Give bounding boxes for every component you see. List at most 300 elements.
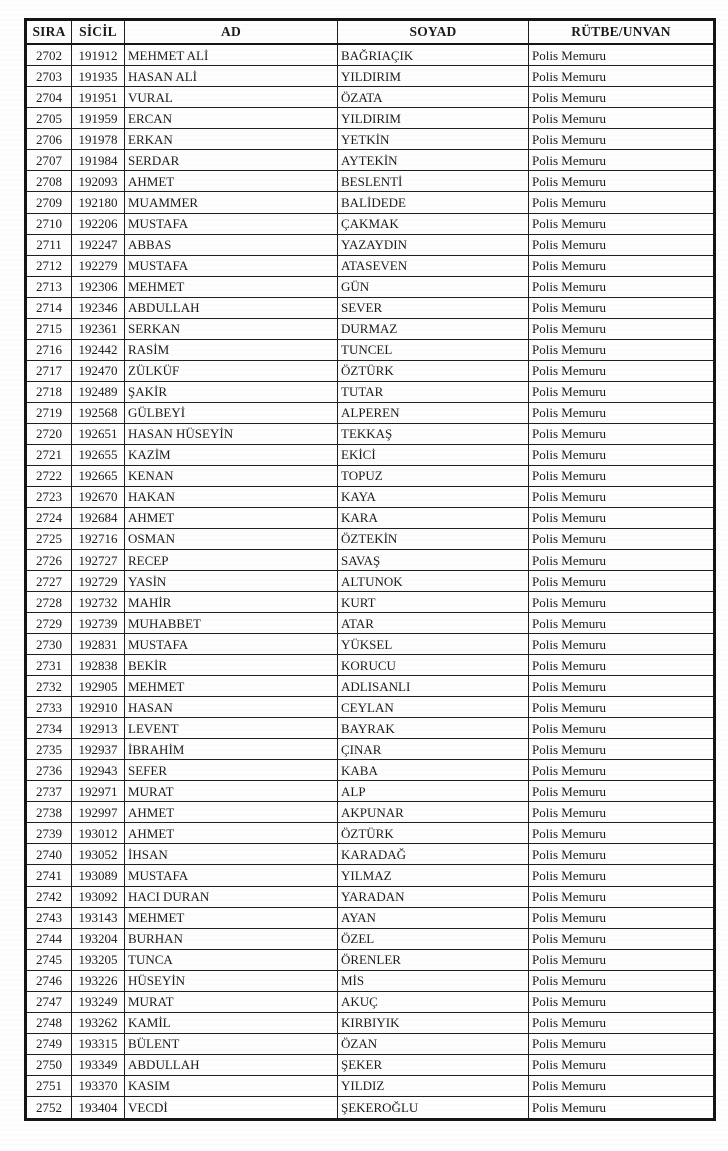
cell-rutbe: Polis Memuru (529, 1012, 715, 1033)
table-row (26, 865, 715, 886)
cell-sira: 2734 (26, 718, 72, 739)
cell-ad: KASIM (125, 1075, 338, 1096)
cell-ad: SERDAR (125, 150, 338, 171)
cell-ad: GÜLBEYİ (125, 402, 338, 423)
cell-ad: MUSTAFA (125, 255, 338, 276)
cell-soyad: ÇAKMAK (338, 213, 529, 234)
cell-sira: 2731 (26, 655, 72, 676)
cell-sicil: 192489 (72, 381, 125, 402)
cell-sicil: 192732 (72, 592, 125, 613)
cell-sicil: 193315 (72, 1033, 125, 1054)
header-row (26, 20, 715, 45)
cell-sira: 2706 (26, 129, 72, 150)
cell-ad: TUNCA (125, 949, 338, 970)
cell-sicil: 193012 (72, 823, 125, 844)
table-row (26, 739, 715, 760)
cell-ad: MUAMMER (125, 192, 338, 213)
cell-rutbe: Polis Memuru (529, 928, 715, 949)
cell-rutbe: Polis Memuru (529, 129, 715, 150)
cell-soyad: ÖZTÜRK (338, 823, 529, 844)
cell-sira: 2714 (26, 297, 72, 318)
cell-rutbe: Polis Memuru (529, 528, 715, 549)
cell-sicil: 192180 (72, 192, 125, 213)
cell-ad: SERKAN (125, 318, 338, 339)
cell-sira: 2740 (26, 844, 72, 865)
cell-sira: 2742 (26, 886, 72, 907)
cell-sicil: 192442 (72, 339, 125, 360)
cell-sicil: 191951 (72, 87, 125, 108)
cell-soyad: TUNCEL (338, 339, 529, 360)
cell-rutbe: Polis Memuru (529, 423, 715, 444)
cell-soyad: MİS (338, 970, 529, 991)
cell-ad: MUSTAFA (125, 634, 338, 655)
table-row (26, 381, 715, 402)
cell-soyad: ALTUNOK (338, 571, 529, 592)
cell-ad: HASAN (125, 697, 338, 718)
cell-sira: 2713 (26, 276, 72, 297)
table-row (26, 234, 715, 255)
cell-ad: OSMAN (125, 528, 338, 549)
cell-rutbe: Polis Memuru (529, 360, 715, 381)
cell-sira: 2719 (26, 402, 72, 423)
table-row (26, 886, 715, 907)
cell-rutbe: Polis Memuru (529, 213, 715, 234)
cell-ad: ABDULLAH (125, 1054, 338, 1075)
cell-sira: 2711 (26, 234, 72, 255)
cell-sicil: 193143 (72, 907, 125, 928)
cell-sira: 2705 (26, 108, 72, 129)
personnel-table (24, 18, 716, 1121)
table-row (26, 297, 715, 318)
table-row (26, 444, 715, 465)
cell-sira: 2703 (26, 66, 72, 87)
table-row (26, 465, 715, 486)
cell-ad: AHMET (125, 171, 338, 192)
cell-rutbe: Polis Memuru (529, 276, 715, 297)
cell-sira: 2748 (26, 1012, 72, 1033)
cell-rutbe: Polis Memuru (529, 234, 715, 255)
table-row (26, 66, 715, 87)
cell-sira: 2752 (26, 1096, 72, 1119)
cell-rutbe: Polis Memuru (529, 44, 715, 66)
table-row (26, 1075, 715, 1096)
table-row (26, 1096, 715, 1119)
cell-rutbe: Polis Memuru (529, 592, 715, 613)
cell-sicil: 192943 (72, 760, 125, 781)
cell-soyad: TEKKAŞ (338, 423, 529, 444)
column-header-sicil: SİCİL (72, 20, 125, 45)
cell-rutbe: Polis Memuru (529, 676, 715, 697)
cell-sira: 2744 (26, 928, 72, 949)
cell-ad: RECEP (125, 550, 338, 571)
cell-ad: HASAN ALİ (125, 66, 338, 87)
table-row (26, 507, 715, 528)
cell-ad: ZÜLKÜF (125, 360, 338, 381)
table-row (26, 213, 715, 234)
cell-sira: 2736 (26, 760, 72, 781)
cell-ad: HAKAN (125, 486, 338, 507)
cell-sira: 2732 (26, 676, 72, 697)
cell-rutbe: Polis Memuru (529, 318, 715, 339)
cell-sicil: 192831 (72, 634, 125, 655)
cell-sicil: 192739 (72, 613, 125, 634)
cell-soyad: ALPEREN (338, 402, 529, 423)
cell-soyad: ÖZATA (338, 87, 529, 108)
cell-sicil: 193089 (72, 865, 125, 886)
cell-soyad: KABA (338, 760, 529, 781)
table-row (26, 823, 715, 844)
cell-soyad: ŞEKER (338, 1054, 529, 1075)
cell-sicil: 193092 (72, 886, 125, 907)
cell-rutbe: Polis Memuru (529, 949, 715, 970)
cell-rutbe: Polis Memuru (529, 613, 715, 634)
cell-soyad: YILDIRIM (338, 108, 529, 129)
cell-sicil: 192361 (72, 318, 125, 339)
cell-sicil: 192346 (72, 297, 125, 318)
column-header-ad: AD (125, 20, 338, 45)
cell-rutbe: Polis Memuru (529, 991, 715, 1012)
cell-sicil: 193226 (72, 970, 125, 991)
cell-ad: SEFER (125, 760, 338, 781)
table-row (26, 402, 715, 423)
table-row (26, 87, 715, 108)
cell-sicil: 191912 (72, 44, 125, 66)
cell-rutbe: Polis Memuru (529, 339, 715, 360)
cell-sicil: 191978 (72, 129, 125, 150)
table-row (26, 318, 715, 339)
table-row (26, 697, 715, 718)
cell-ad: BÜLENT (125, 1033, 338, 1054)
cell-ad: MEHMET ALİ (125, 44, 338, 66)
cell-ad: ŞAKİR (125, 381, 338, 402)
cell-sira: 2751 (26, 1075, 72, 1096)
cell-soyad: AKPUNAR (338, 802, 529, 823)
cell-sicil: 192651 (72, 423, 125, 444)
cell-sira: 2712 (26, 255, 72, 276)
table-row (26, 781, 715, 802)
table-row (26, 108, 715, 129)
cell-sicil: 192997 (72, 802, 125, 823)
cell-sira: 2730 (26, 634, 72, 655)
table-row (26, 1033, 715, 1054)
cell-sicil: 192838 (72, 655, 125, 676)
cell-sira: 2723 (26, 486, 72, 507)
cell-soyad: AKUÇ (338, 991, 529, 1012)
cell-sira: 2709 (26, 192, 72, 213)
cell-sicil: 193052 (72, 844, 125, 865)
cell-sira: 2741 (26, 865, 72, 886)
table-row (26, 949, 715, 970)
cell-soyad: YÜKSEL (338, 634, 529, 655)
cell-sicil: 192971 (72, 781, 125, 802)
cell-sira: 2710 (26, 213, 72, 234)
cell-sicil: 191935 (72, 66, 125, 87)
cell-ad: VURAL (125, 87, 338, 108)
cell-sicil: 192206 (72, 213, 125, 234)
cell-ad: KAMİL (125, 1012, 338, 1033)
cell-sicil: 192670 (72, 486, 125, 507)
cell-soyad: AYTEKİN (338, 150, 529, 171)
table-row (26, 970, 715, 991)
table-row (26, 1012, 715, 1033)
cell-sira: 2707 (26, 150, 72, 171)
cell-rutbe: Polis Memuru (529, 697, 715, 718)
cell-ad: LEVENT (125, 718, 338, 739)
cell-sira: 2745 (26, 949, 72, 970)
cell-sira: 2737 (26, 781, 72, 802)
table-row (26, 571, 715, 592)
column-header-rutbe: RÜTBE/UNVAN (529, 20, 715, 45)
cell-soyad: BAYRAK (338, 718, 529, 739)
table-row (26, 44, 715, 66)
cell-ad: BURHAN (125, 928, 338, 949)
cell-soyad: ATAR (338, 613, 529, 634)
table-row (26, 907, 715, 928)
cell-ad: MUHABBET (125, 613, 338, 634)
cell-rutbe: Polis Memuru (529, 865, 715, 886)
cell-sira: 2704 (26, 87, 72, 108)
cell-soyad: ÖZAN (338, 1033, 529, 1054)
cell-ad: MEHMET (125, 276, 338, 297)
cell-sira: 2727 (26, 571, 72, 592)
table-row (26, 192, 715, 213)
table-row (26, 718, 715, 739)
cell-sira: 2743 (26, 907, 72, 928)
cell-ad: RASİM (125, 339, 338, 360)
cell-rutbe: Polis Memuru (529, 739, 715, 760)
cell-ad: MEHMET (125, 676, 338, 697)
table-row (26, 129, 715, 150)
table-row (26, 592, 715, 613)
cell-sira: 2726 (26, 550, 72, 571)
cell-soyad: ŞEKEROĞLU (338, 1096, 529, 1119)
cell-ad: ERKAN (125, 129, 338, 150)
cell-soyad: KARA (338, 507, 529, 528)
table-row (26, 802, 715, 823)
cell-ad: AHMET (125, 802, 338, 823)
cell-soyad: BESLENTİ (338, 171, 529, 192)
cell-rutbe: Polis Memuru (529, 507, 715, 528)
cell-sira: 2735 (26, 739, 72, 760)
cell-rutbe: Polis Memuru (529, 108, 715, 129)
personnel-table-container (24, 18, 713, 1121)
cell-sicil: 192470 (72, 360, 125, 381)
cell-rutbe: Polis Memuru (529, 297, 715, 318)
table-row (26, 1054, 715, 1075)
table-row (26, 613, 715, 634)
table-row (26, 360, 715, 381)
cell-ad: MURAT (125, 991, 338, 1012)
cell-soyad: ÇINAR (338, 739, 529, 760)
table-row (26, 276, 715, 297)
cell-ad: YASİN (125, 571, 338, 592)
cell-rutbe: Polis Memuru (529, 571, 715, 592)
cell-sicil: 192937 (72, 739, 125, 760)
cell-soyad: TOPUZ (338, 465, 529, 486)
cell-rutbe: Polis Memuru (529, 634, 715, 655)
cell-soyad: KORUCU (338, 655, 529, 676)
cell-sira: 2750 (26, 1054, 72, 1075)
table-header (26, 20, 715, 45)
cell-soyad: CEYLAN (338, 697, 529, 718)
cell-ad: BEKİR (125, 655, 338, 676)
cell-sicil: 191959 (72, 108, 125, 129)
cell-rutbe: Polis Memuru (529, 760, 715, 781)
cell-soyad: TUTAR (338, 381, 529, 402)
cell-sira: 2739 (26, 823, 72, 844)
cell-rutbe: Polis Memuru (529, 655, 715, 676)
table-row (26, 760, 715, 781)
cell-soyad: KARADAĞ (338, 844, 529, 865)
cell-rutbe: Polis Memuru (529, 171, 715, 192)
table-row (26, 676, 715, 697)
cell-soyad: YILMAZ (338, 865, 529, 886)
column-header-sira: SIRA (26, 20, 72, 45)
cell-ad: ABBAS (125, 234, 338, 255)
table-row (26, 528, 715, 549)
table-row (26, 339, 715, 360)
cell-rutbe: Polis Memuru (529, 1096, 715, 1119)
table-row (26, 634, 715, 655)
table-row (26, 655, 715, 676)
cell-sicil: 192655 (72, 444, 125, 465)
cell-ad: HASAN HÜSEYİN (125, 423, 338, 444)
cell-soyad: ATASEVEN (338, 255, 529, 276)
cell-soyad: AYAN (338, 907, 529, 928)
table-row (26, 255, 715, 276)
cell-rutbe: Polis Memuru (529, 381, 715, 402)
cell-ad: AHMET (125, 823, 338, 844)
cell-rutbe: Polis Memuru (529, 66, 715, 87)
cell-sicil: 192905 (72, 676, 125, 697)
cell-ad: İBRAHİM (125, 739, 338, 760)
cell-soyad: YILDIRIM (338, 66, 529, 87)
cell-rutbe: Polis Memuru (529, 1033, 715, 1054)
cell-ad: ERCAN (125, 108, 338, 129)
cell-soyad: KIRBIYIK (338, 1012, 529, 1033)
cell-soyad: GÜN (338, 276, 529, 297)
cell-sicil: 192247 (72, 234, 125, 255)
cell-rutbe: Polis Memuru (529, 486, 715, 507)
cell-sira: 2722 (26, 465, 72, 486)
cell-sira: 2729 (26, 613, 72, 634)
cell-sicil: 192913 (72, 718, 125, 739)
cell-ad: VECDİ (125, 1096, 338, 1119)
table-row (26, 550, 715, 571)
cell-soyad: BAĞRIAÇIK (338, 44, 529, 66)
cell-sicil: 192684 (72, 507, 125, 528)
cell-rutbe: Polis Memuru (529, 87, 715, 108)
cell-rutbe: Polis Memuru (529, 192, 715, 213)
cell-sicil: 192665 (72, 465, 125, 486)
cell-sicil: 192729 (72, 571, 125, 592)
table-row (26, 486, 715, 507)
cell-rutbe: Polis Memuru (529, 844, 715, 865)
cell-sira: 2733 (26, 697, 72, 718)
cell-sira: 2720 (26, 423, 72, 444)
cell-soyad: ÖRENLER (338, 949, 529, 970)
table-row (26, 171, 715, 192)
cell-rutbe: Polis Memuru (529, 718, 715, 739)
cell-ad: ABDULLAH (125, 297, 338, 318)
cell-sira: 2746 (26, 970, 72, 991)
cell-soyad: ÖZTÜRK (338, 360, 529, 381)
cell-sira: 2721 (26, 444, 72, 465)
cell-soyad: YAZAYDIN (338, 234, 529, 255)
cell-rutbe: Polis Memuru (529, 550, 715, 571)
cell-sira: 2725 (26, 528, 72, 549)
cell-rutbe: Polis Memuru (529, 886, 715, 907)
cell-rutbe: Polis Memuru (529, 781, 715, 802)
cell-soyad: SAVAŞ (338, 550, 529, 571)
cell-soyad: ÖZEL (338, 928, 529, 949)
cell-soyad: YARADAN (338, 886, 529, 907)
table-row (26, 844, 715, 865)
cell-sicil: 193205 (72, 949, 125, 970)
cell-sicil: 192716 (72, 528, 125, 549)
cell-rutbe: Polis Memuru (529, 907, 715, 928)
cell-ad: KAZİM (125, 444, 338, 465)
cell-ad: MUSTAFA (125, 213, 338, 234)
cell-sicil: 193262 (72, 1012, 125, 1033)
cell-sira: 2715 (26, 318, 72, 339)
table-row (26, 150, 715, 171)
cell-sira: 2702 (26, 44, 72, 66)
cell-ad: MURAT (125, 781, 338, 802)
cell-sira: 2708 (26, 171, 72, 192)
cell-soyad: YETKİN (338, 129, 529, 150)
cell-rutbe: Polis Memuru (529, 150, 715, 171)
cell-ad: İHSAN (125, 844, 338, 865)
cell-ad: KENAN (125, 465, 338, 486)
cell-sira: 2738 (26, 802, 72, 823)
cell-sicil: 192910 (72, 697, 125, 718)
cell-rutbe: Polis Memuru (529, 255, 715, 276)
cell-ad: MAHİR (125, 592, 338, 613)
cell-sicil: 191984 (72, 150, 125, 171)
cell-sira: 2717 (26, 360, 72, 381)
cell-ad: HÜSEYİN (125, 970, 338, 991)
cell-soyad: BALİDEDE (338, 192, 529, 213)
cell-soyad: ÖZTEKİN (338, 528, 529, 549)
cell-soyad: EKİCİ (338, 444, 529, 465)
cell-sira: 2724 (26, 507, 72, 528)
cell-soyad: YILDIZ (338, 1075, 529, 1096)
cell-rutbe: Polis Memuru (529, 402, 715, 423)
cell-rutbe: Polis Memuru (529, 823, 715, 844)
cell-sicil: 192727 (72, 550, 125, 571)
cell-rutbe: Polis Memuru (529, 1054, 715, 1075)
cell-sicil: 192568 (72, 402, 125, 423)
cell-sira: 2749 (26, 1033, 72, 1054)
table-row (26, 991, 715, 1012)
cell-sira: 2716 (26, 339, 72, 360)
column-header-soyad: SOYAD (338, 20, 529, 45)
cell-soyad: KURT (338, 592, 529, 613)
cell-soyad: KAYA (338, 486, 529, 507)
table-row (26, 928, 715, 949)
cell-ad: AHMET (125, 507, 338, 528)
cell-rutbe: Polis Memuru (529, 970, 715, 991)
cell-sicil: 192093 (72, 171, 125, 192)
cell-sicil: 193404 (72, 1096, 125, 1119)
cell-sira: 2747 (26, 991, 72, 1012)
cell-ad: MEHMET (125, 907, 338, 928)
cell-rutbe: Polis Memuru (529, 465, 715, 486)
table-row (26, 423, 715, 444)
cell-sira: 2718 (26, 381, 72, 402)
cell-sicil: 193249 (72, 991, 125, 1012)
